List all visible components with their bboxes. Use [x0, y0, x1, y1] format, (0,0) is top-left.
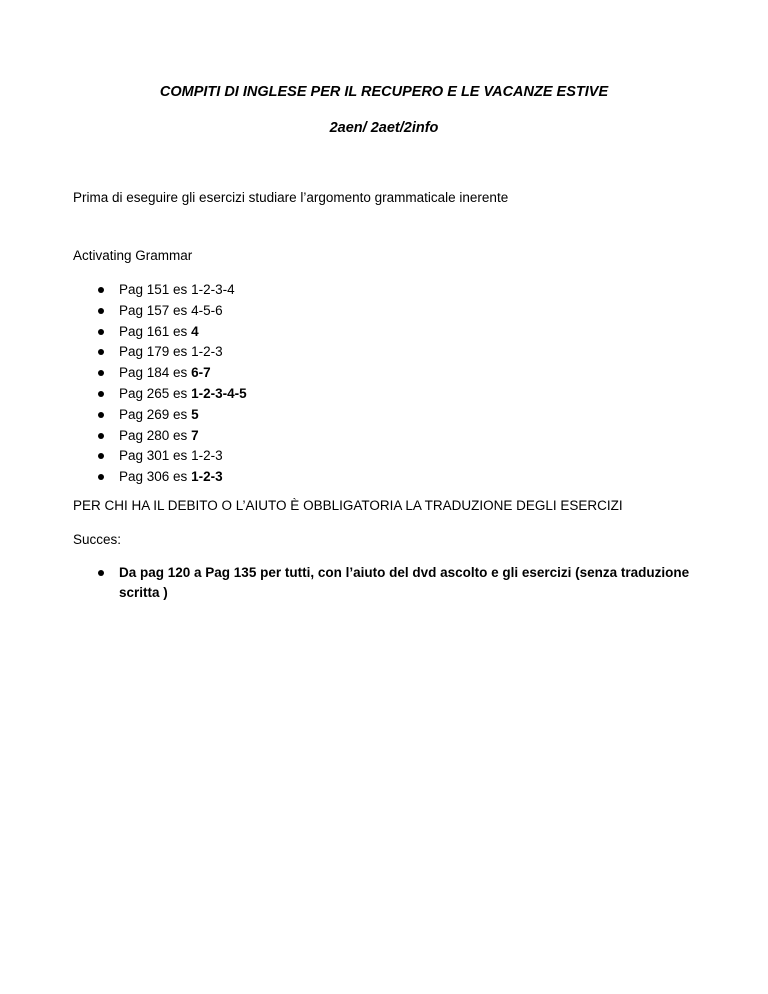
item-exercises-bold: 1-2-3 [191, 469, 223, 485]
item-prefix: Pag 161 es [119, 323, 192, 339]
item-exercises-bold: 1-2-3-4-5 [191, 385, 247, 401]
list-item [73, 344, 247, 365]
item-prefix: Pag 157 es [119, 302, 192, 318]
succes-list [73, 563, 713, 603]
bullet-icon [98, 329, 104, 335]
item-prefix: Pag 306 es [119, 469, 192, 485]
bullet-icon [98, 570, 104, 576]
bullet-icon [98, 287, 104, 293]
bullet-icon [98, 412, 104, 418]
list-item [73, 282, 247, 303]
list-item [73, 386, 247, 407]
list-item [73, 469, 247, 490]
item-exercises: 1-2-3-4 [191, 282, 235, 297]
bullet-icon [98, 391, 104, 397]
document-title: COMPITI DI INGLESE PER IL RECUPERO E LE VACANZE ESTIVE [159, 84, 609, 100]
list-item [73, 563, 713, 603]
list-item [73, 324, 247, 345]
item-prefix: Pag 265 es [119, 385, 192, 401]
list-item [73, 448, 247, 469]
intro-paragraph: Prima di eseguire gli esercizi studiare l’argomento grammaticale inerente [73, 190, 509, 205]
item-prefix: Pag 269 es [119, 406, 192, 422]
activating-grammar-heading: Activating Grammar [73, 248, 193, 263]
item-prefix: Pag 184 es [119, 365, 192, 381]
debt-translation-note: PER CHI HA IL DEBITO O L’AIUTO È OBBLIGATORIA LA TRADUZIONE DEGLI ESERCIZI [73, 498, 623, 513]
item-exercises-bold: 6-7 [191, 365, 211, 381]
succes-item-text: Da pag 120 a Pag 135 per tutti, con l’aiuto del dvd ascolto e gli esercizi (senza traduzione scritta ) [119, 565, 690, 600]
item-prefix: Pag 280 es [119, 427, 192, 443]
item-prefix: Pag 179 es [119, 344, 192, 360]
succes-heading: Succes: [73, 532, 122, 547]
item-exercises-bold: 7 [191, 427, 199, 443]
activating-grammar-list [73, 282, 247, 490]
item-exercises: 1-2-3 [191, 344, 223, 360]
list-item [73, 365, 247, 386]
item-exercises: 1-2-3 [191, 448, 223, 464]
list-item [73, 407, 247, 428]
bullet-icon [98, 308, 104, 314]
item-prefix: Pag 301 es [119, 448, 192, 464]
item-exercises-bold: 4 [191, 323, 199, 339]
list-item [73, 303, 247, 324]
bullet-icon [98, 349, 104, 355]
item-exercises-bold: 5 [191, 406, 199, 422]
bullet-icon [98, 474, 104, 480]
bullet-icon [98, 370, 104, 376]
list-item [73, 428, 247, 449]
document-subtitle-classes: 2aen/ 2aet/2info [329, 120, 439, 136]
bullet-icon [98, 433, 104, 439]
item-exercises: 4-5-6 [191, 302, 223, 318]
item-prefix: Pag 151 es [119, 282, 192, 297]
bullet-icon [98, 453, 104, 459]
